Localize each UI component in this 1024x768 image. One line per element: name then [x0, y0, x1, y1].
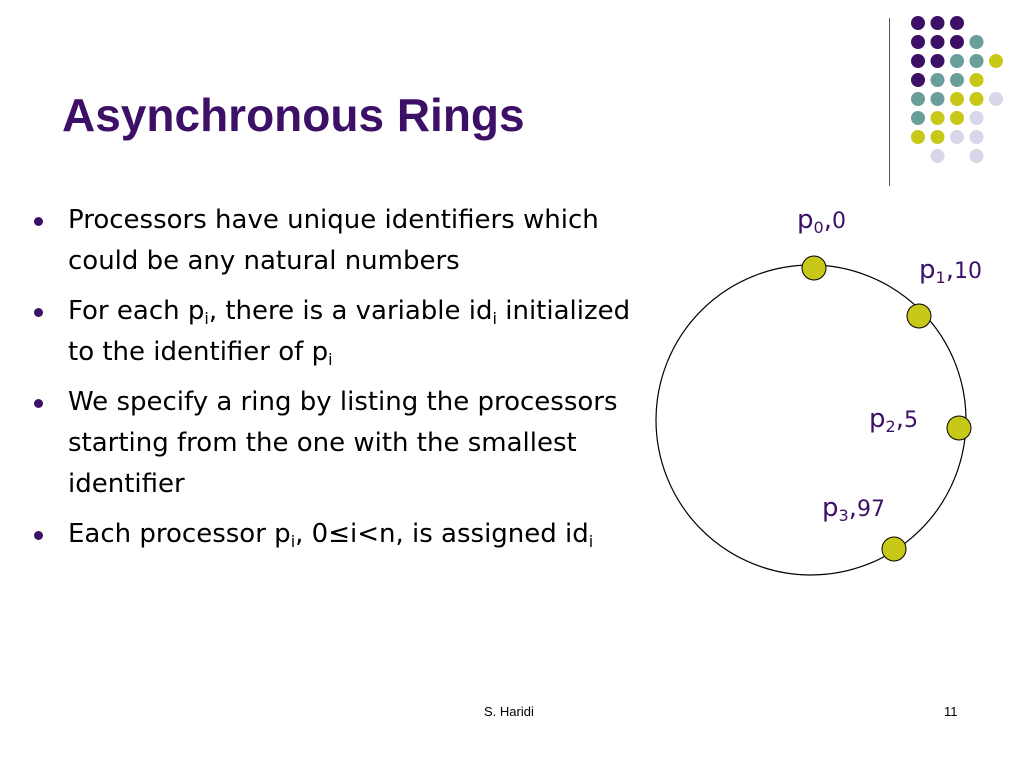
node-label-index: 0 — [813, 218, 824, 237]
bullet-text: Each processor p — [68, 519, 291, 549]
node-label-base: p — [822, 493, 839, 523]
bullet-text: Processors have unique identifiers which could be any natural numbers — [68, 205, 599, 276]
subscript: i — [290, 532, 296, 551]
ring-node — [882, 537, 906, 561]
bullet-text: , 0≤i<n, is assigned id — [295, 519, 589, 549]
bullet-text: For each p — [68, 296, 205, 326]
node-label-id: 10 — [953, 259, 982, 284]
ring-node — [907, 304, 931, 328]
ring-node — [947, 416, 971, 440]
node-label-separator: , — [848, 493, 857, 523]
node-label-id: 5 — [903, 408, 918, 433]
ring-node — [802, 256, 826, 280]
node-label — [869, 404, 918, 434]
node-label — [919, 255, 982, 285]
slide-title: Asynchronous Rings — [62, 89, 525, 141]
node-label-index: 1 — [935, 268, 946, 287]
node-label-base: p — [919, 255, 936, 285]
bullet-text: We specify a ring by listing the processors starting from the one with the smallest identifier — [68, 387, 618, 499]
page-number: 11 — [944, 704, 958, 719]
node-label — [822, 493, 885, 523]
node-label — [797, 205, 846, 235]
subscript: i — [328, 350, 333, 369]
node-label-index: 2 — [885, 417, 896, 436]
node-label-separator: , — [895, 404, 904, 434]
node-label-index: 3 — [838, 506, 849, 525]
subscript: i — [204, 309, 209, 328]
node-label-base: p — [869, 404, 886, 434]
node-label-id: 0 — [831, 209, 846, 234]
node-label-base: p — [797, 205, 814, 235]
node-label-id: 97 — [856, 497, 885, 522]
footer-author: S. Haridi — [484, 704, 534, 719]
bullet-text: , there is a variable id — [208, 296, 493, 326]
subscript: i — [588, 532, 594, 551]
node-label-separator: , — [823, 205, 832, 235]
node-label-separator: , — [945, 255, 954, 285]
bullet-text: initialized to the identifier of p — [68, 296, 631, 367]
subscript: i — [492, 309, 497, 328]
